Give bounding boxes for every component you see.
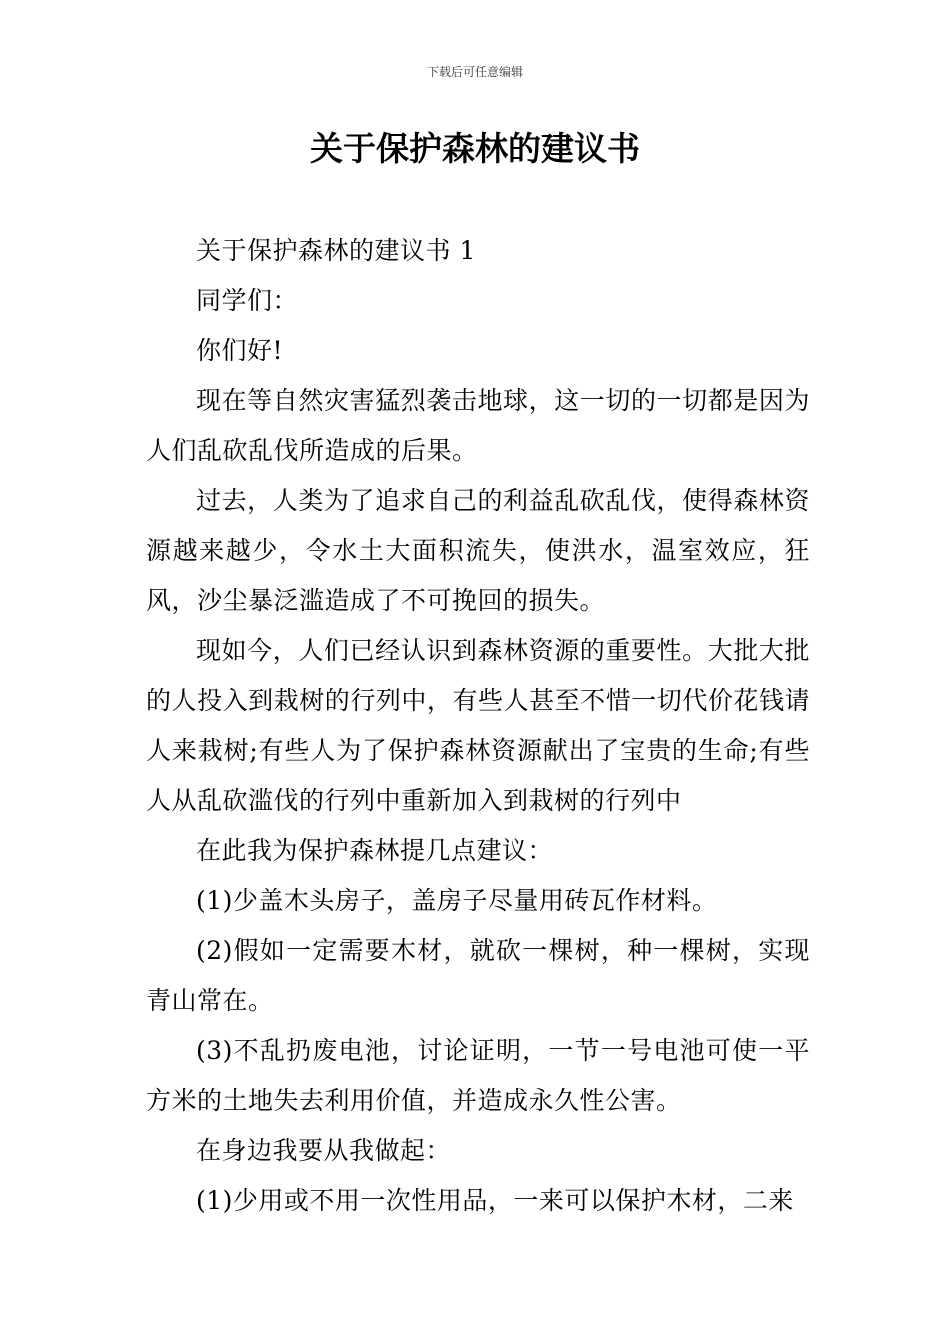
paragraph-subtitle: 关于保护森林的建议书 1	[196, 236, 476, 265]
header-note: 下载后可任意编辑	[426, 65, 523, 79]
document-body	[146, 226, 810, 1226]
paragraph-salutation: 同学们：	[196, 286, 299, 315]
document-title: 关于保护森林的建议书	[310, 129, 640, 168]
list-item: (3)不乱扔废电池，讨论证明，一节一号电池可使一平方米的土地失去利用价值，并造成永久性公害。	[146, 1036, 810, 1115]
paragraph: 现在等自然灾害猛烈袭击地球，这一切的一切都是因为人们乱砍乱伐所造成的后果。	[146, 386, 810, 465]
paragraph: 在此我为保护森林提几点建议：	[196, 836, 554, 865]
list-item: (1)少盖木头房子，盖房子尽量用砖瓦作材料。	[196, 886, 718, 915]
paragraph: 在身边我要从我做起：	[196, 1136, 452, 1165]
paragraph-greeting: 你们好!	[196, 336, 284, 365]
paragraph: 现如今，人们已经认识到森林资源的重要性。大批大批的人投入到栽树的行列中，有些人甚至不惜一切代价花钱请人来栽树;有些人为了保护森林资源献出了宝贵的生命;有些人从乱砍滥伐的行列中重新加入到栽树的行列中	[146, 636, 810, 815]
paragraph: 过去，人类为了追求自己的利益乱砍乱伐，使得森林资源越来越少，令水土大面积流失，使洪水，温室效应，狂风，沙尘暴泛滥造成了不可挽回的损失。	[146, 486, 810, 615]
list-item: (2)假如一定需要木材，就砍一棵树，种一棵树，实现青山常在。	[146, 936, 810, 1015]
list-item: (1)少用或不用一次性用品，一来可以保护木材，二来	[196, 1186, 794, 1215]
